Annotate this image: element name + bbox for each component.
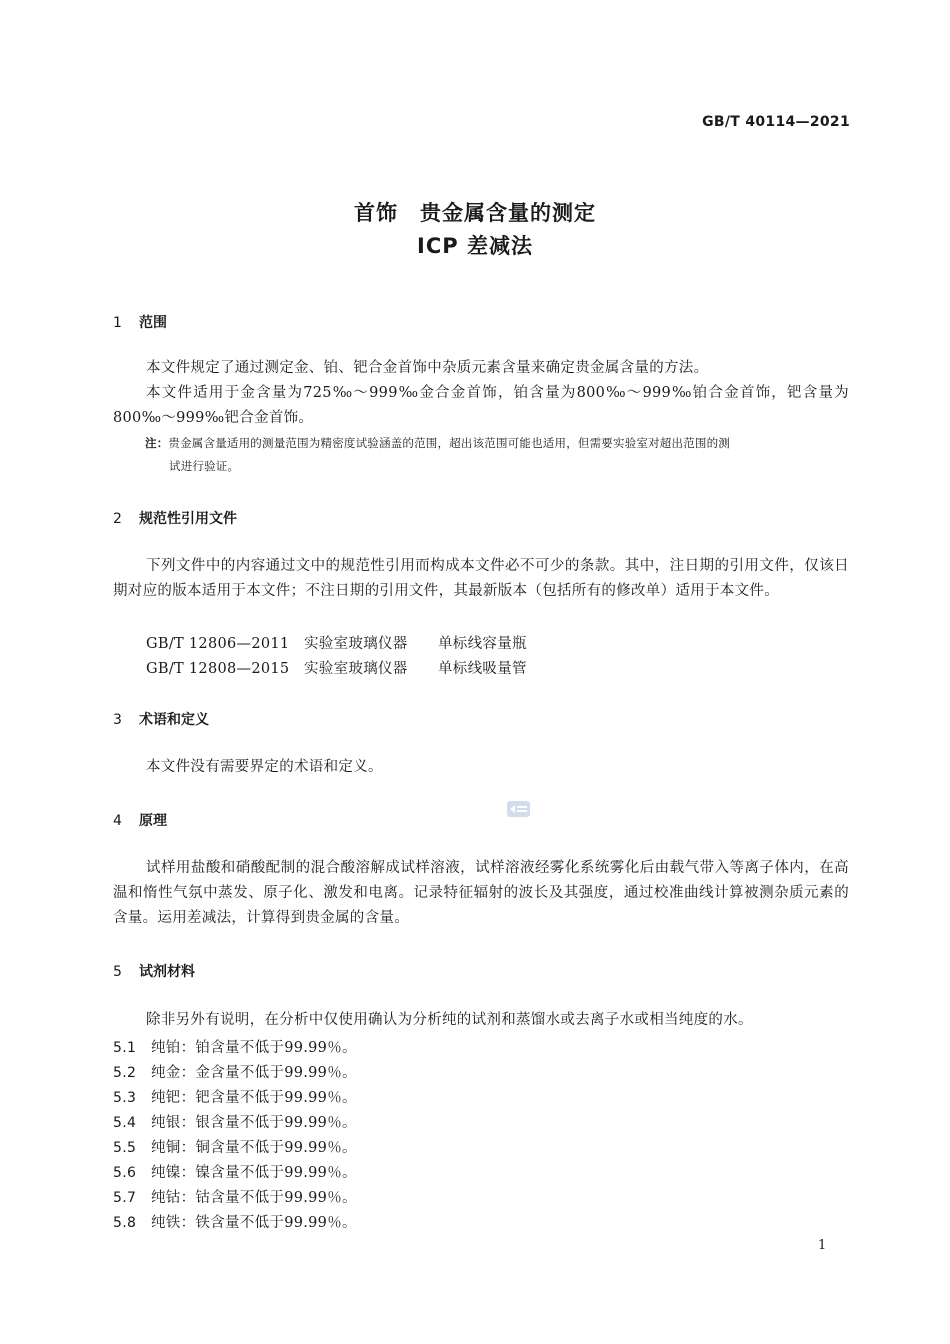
item-number: 5.5 [113,1140,137,1156]
section-1-heading [113,312,167,332]
reagent-item [113,1186,357,1207]
section-title: 规范性引用文件 [139,511,237,527]
reagent-item [113,1211,357,1232]
item-number: 5.3 [113,1090,137,1106]
section-number: 2 [113,511,122,527]
section-4-paragraph-1: 试样用盐酸和硝酸配制的混合酸溶解成试样溶液，试样溶液经雾化系统雾化后由载气带入等离子体内，在高温和惰性气氛中蒸发、原子化、激发和电离。记录特征辐射的波长及其强度，通过校准曲线计算被测杂质元素的含量。运用差减法，计算得到贵金属的含量。 [113,860,849,926]
section-number: 1 [113,315,122,331]
reference-code: GB/T 12808—2015 [146,661,290,677]
item-text: 纯银：银含量不低于99.99％。 [151,1115,357,1131]
item-number: 5.4 [113,1115,137,1131]
page-number: 1 [818,1238,827,1253]
item-number: 5.1 [113,1040,137,1056]
reference-category: 实验室玻璃仪器 [304,661,408,677]
item-number: 5.7 [113,1190,137,1206]
item-text: 纯金：金含量不低于99.99％。 [151,1065,357,1081]
section-3-heading [113,709,209,729]
item-number: 5.6 [113,1165,137,1181]
section-1-note [145,432,849,478]
normative-reference [146,632,527,653]
reference-code: GB/T 12806—2011 [146,636,290,652]
section-title: 原理 [139,813,167,829]
item-text: 纯铜：铜含量不低于99.99％。 [151,1140,357,1156]
reference-name: 单标线容量瓶 [438,636,527,652]
section-1-paragraph-2: 本文件适用于金含量为725‰～999‰金合金首饰，铂含量为800‰～999‰铂合金首饰，钯含量为800‰～999‰钯合金首饰。 [113,385,849,426]
item-text: 纯钴：钴含量不低于99.99％。 [151,1190,357,1206]
reference-name: 单标线吸量管 [438,661,527,677]
reagent-item [113,1086,357,1107]
standard-number: GB/T 40114—2021 [702,114,850,130]
reagent-item [113,1036,357,1057]
document-subtitle: ICP 差减法 [417,234,533,258]
reagent-item [113,1061,357,1082]
section-title: 范围 [139,315,167,331]
reference-category: 实验室玻璃仪器 [304,636,408,652]
note-line-1: 注：贵金属含量适用的测量范围为精密度试验涵盖的范围，超出该范围可能也适用，但需要实验室对超出范围的测 [145,436,731,450]
reagent-item [113,1136,357,1157]
section-2-paragraph-1: 下列文件中的内容通过文中的规范性引用而构成本文件必不可少的条款。其中，注日期的引用文件，仅该日期对应的版本适用于本文件；不注日期的引用文件，其最新版本（包括所有的修改单）适用于本文件。 [113,558,849,599]
section-2-heading [113,508,237,528]
section-4-heading [113,810,167,830]
reagent-item [113,1111,357,1132]
reagent-item [113,1161,357,1182]
section-1-paragraph-1: 本文件规定了通过测定金、铂、钯合金首饰中杂质元素含量来确定贵金属含量的方法。 [146,360,709,376]
normative-reference [146,657,527,678]
item-text: 纯钯：钯含量不低于99.99％。 [151,1090,357,1106]
section-number: 4 [113,813,122,829]
section-5-heading [113,961,195,981]
item-text: 纯铁：铁含量不低于99.99％。 [151,1215,357,1231]
note-line-2: 试进行验证。 [169,459,240,473]
item-number: 5.8 [113,1215,137,1231]
section-title: 试剂材料 [139,964,195,980]
section-number: 5 [113,964,122,980]
item-text: 纯铂：铂含量不低于99.99％。 [151,1040,357,1056]
section-title: 术语和定义 [139,712,209,728]
item-text: 纯镍：镍含量不低于99.99％。 [151,1165,357,1181]
note-label: 注： [145,436,169,450]
item-number: 5.2 [113,1065,137,1081]
document-title: 首饰 贵金属含量的测定 [354,201,596,225]
section-5-paragraph-1: 除非另外有说明，在分析中仅使用确认为分析纯的试剂和蒸馏水或去离子水或相当纯度的水。 [146,1012,753,1028]
szxc-logo-watermark-icon [506,797,531,821]
section-number: 3 [113,712,122,728]
section-3-paragraph-1: 本文件没有需要界定的术语和定义。 [146,759,383,775]
